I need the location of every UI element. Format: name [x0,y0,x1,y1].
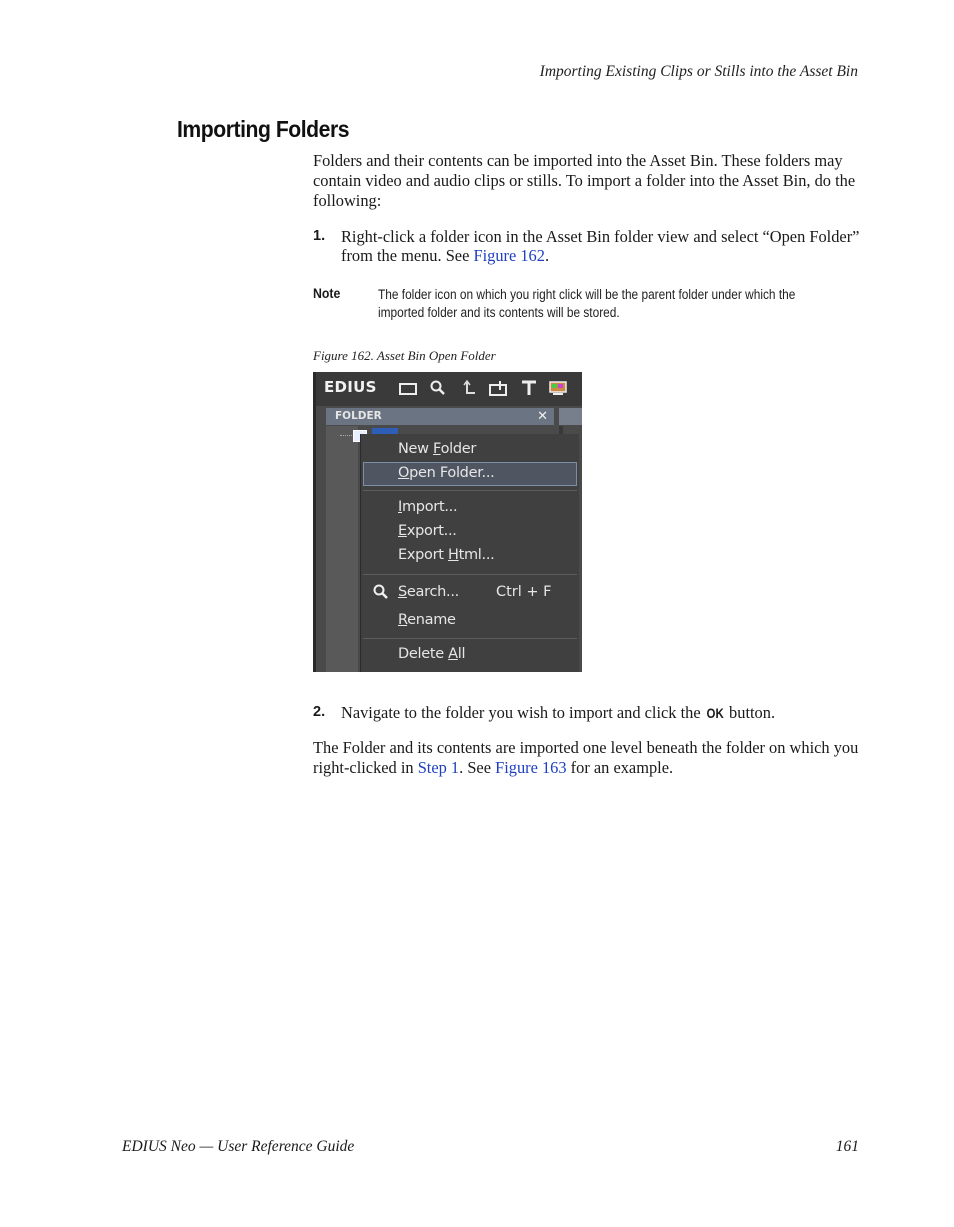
menu-item-delete-all[interactable]: Delete All [398,646,466,662]
folder-tree-strip [326,426,358,672]
step-1 [313,227,861,265]
menu-separator [363,574,577,575]
menu-item-export-html[interactable]: Export Html... [398,547,495,563]
clip-view-tab[interactable] [559,408,582,425]
up-icon[interactable] [460,380,480,400]
tree-connector [340,435,354,436]
closing-paragraph: The Folder and its contents are imported one level beneath the folder on which you right-clicked in Step 1. See Figure 163 for an example. [313,738,859,777]
folder-panel-header [326,408,554,425]
search-shortcut: Ctrl + F [496,584,552,600]
menu-separator [363,490,577,491]
figure-caption: Figure 162. Asset Bin Open Folder [313,348,496,363]
section-title: Importing Folders [177,116,350,142]
menu-item-rename[interactable]: Rename [398,612,456,628]
title-icon[interactable] [519,380,539,400]
step-text: Navigate to the folder you wish to import and click the OK button. [341,703,776,722]
search-icon [373,584,389,604]
note-label: Note [313,285,341,301]
folder-panel-label: FOLDER [335,410,382,422]
running-header: Importing Existing Clips or Stills into the Asset Bin [539,63,858,80]
figure-163-link[interactable]: Figure 163 [495,758,567,777]
menu-item-new-folder[interactable]: New Folder [398,441,477,457]
menu-item-open-folder[interactable]: Open Folder... [398,465,495,481]
note-text: The folder icon on which you right click will be the parent folder under which the imported folder and its contents will be stored. [378,287,796,320]
menu-separator [363,638,577,639]
monitor-icon[interactable] [548,380,568,400]
step-number: 1. [313,228,326,244]
step-2 [313,703,861,723]
step-1-link[interactable]: Step 1 [417,758,460,777]
step-text: Right-click a folder icon in the Asset Bin folder view and select “Open Folder” from the menu. See Figure 162. [341,227,860,265]
asset-bin-toolbar [316,372,582,406]
close-icon[interactable]: ✕ [537,409,548,424]
edius-logo: EDIUS [324,378,377,396]
menu-item-export[interactable]: Export... [398,523,457,539]
menu-item-import[interactable]: Import... [398,499,458,515]
import-icon[interactable] [489,380,509,400]
page-number: 161 [835,1138,859,1155]
search-icon[interactable] [428,380,448,400]
folder-icon[interactable] [398,380,418,400]
figure-162-link[interactable]: Figure 162 [473,246,545,265]
footer-title: EDIUS Neo — User Reference Guide [122,1138,355,1155]
asset-bin-screenshot [313,372,582,672]
context-menu [360,434,579,672]
intro-paragraph: Folders and their contents can be imported into the Asset Bin. These folders may contain video and audio clips or stills. To import a folder into the Asset Bin, do the following: [313,151,856,210]
menu-item-search[interactable]: Search... [398,584,459,600]
step-number: 2. [313,704,326,720]
ok-button-label: OK [706,706,724,721]
